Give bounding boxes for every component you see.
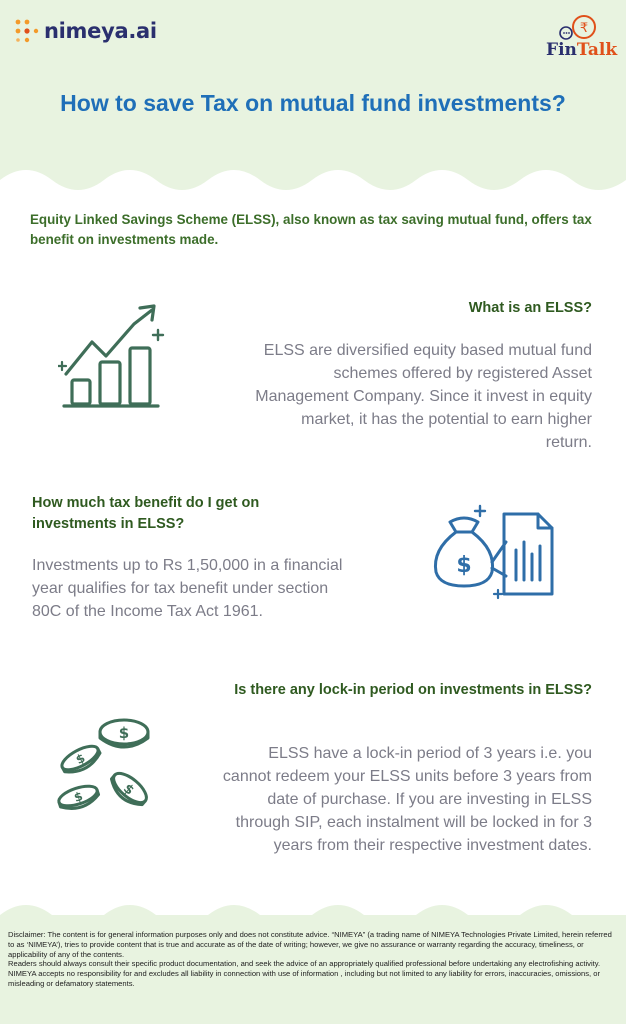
- disclaimer-paragraph: Readers should always consult their specific product documentation, and seek the advice of an appropriately qualified professional before undertaking any electrofishing activity.: [8, 959, 601, 969]
- answer-what-is-elss: ELSS are diversified equity based mutual fund schemes offered by registered Asset Management Company. Since it invest in equity market, it has the potential to earn higher return.: [255, 342, 592, 451]
- money-bag-report-icon: [428, 502, 562, 600]
- svg-text:₹: ₹: [579, 21, 589, 36]
- fintalk-fin: Fin: [546, 40, 577, 60]
- svg-text:$: $: [120, 781, 137, 799]
- answer-lock-in: ELSS have a lock-in period of 3 years i.e. you cannot redeem your ELSS units before 3 years from date of purchase. If you are investing in ELSS through SIP, each instalment will be locked in for 3 years from their respective investment dates.: [222, 745, 592, 854]
- footer-wave: [0, 895, 626, 925]
- coins-icon: [54, 716, 160, 816]
- growth-chart-icon: [58, 302, 170, 408]
- question-lock-in: Is there any lock-in period on investments in ELSS?: [234, 682, 592, 698]
- fintalk-logo-text: [546, 40, 617, 60]
- disclaimer: [8, 930, 618, 989]
- page-title: How to save Tax on mutual fund investments?: [60, 90, 566, 116]
- answer-tax-benefit: Investments up to Rs 1,50,000 in a financial year qualifies for tax benefit under section 80C of the Income Tax Act 1961.: [32, 557, 343, 620]
- nimeya-logo-text: nimeya.ai: [44, 19, 157, 43]
- fintalk-logo[interactable]: [546, 14, 616, 72]
- nimeya-dots-icon: [14, 18, 40, 44]
- svg-text:$: $: [118, 724, 130, 742]
- question-tax-benefit: How much tax benefit do I get on investments in ELSS?: [32, 495, 260, 532]
- svg-text:$: $: [73, 750, 88, 768]
- fintalk-talk: Talk: [576, 40, 618, 60]
- disclaimer-paragraph: NIMEYA accepts no responsibility for and excludes all liability in connection with use of information , including but not limited to any liability for errors, inaccuracies, omissions, or misleading or defamatory statements.: [8, 969, 601, 988]
- question-what-is-elss: What is an ELSS?: [468, 300, 592, 316]
- nimeya-logo[interactable]: [14, 18, 157, 44]
- svg-text:$: $: [456, 553, 472, 578]
- svg-text:$: $: [72, 789, 85, 805]
- header-wave: [0, 160, 626, 210]
- disclaimer-paragraph: Disclaimer: The content is for general information purposes only and does not constitute advice. “NIMEYA” (a trading name of NIMEYA Technologies Private Limited, herein referred to as ‘NIMEYA’), tries to provide content that is true and accurate as of the date of writing; however, we give no assurance or warranty regarding the accuracy, timeliness, or applicability of any of the contents.: [8, 930, 612, 959]
- intro-text: Equity Linked Savings Scheme (ELSS), also known as tax saving mutual fund, offers tax benefit on investments made.: [30, 212, 592, 247]
